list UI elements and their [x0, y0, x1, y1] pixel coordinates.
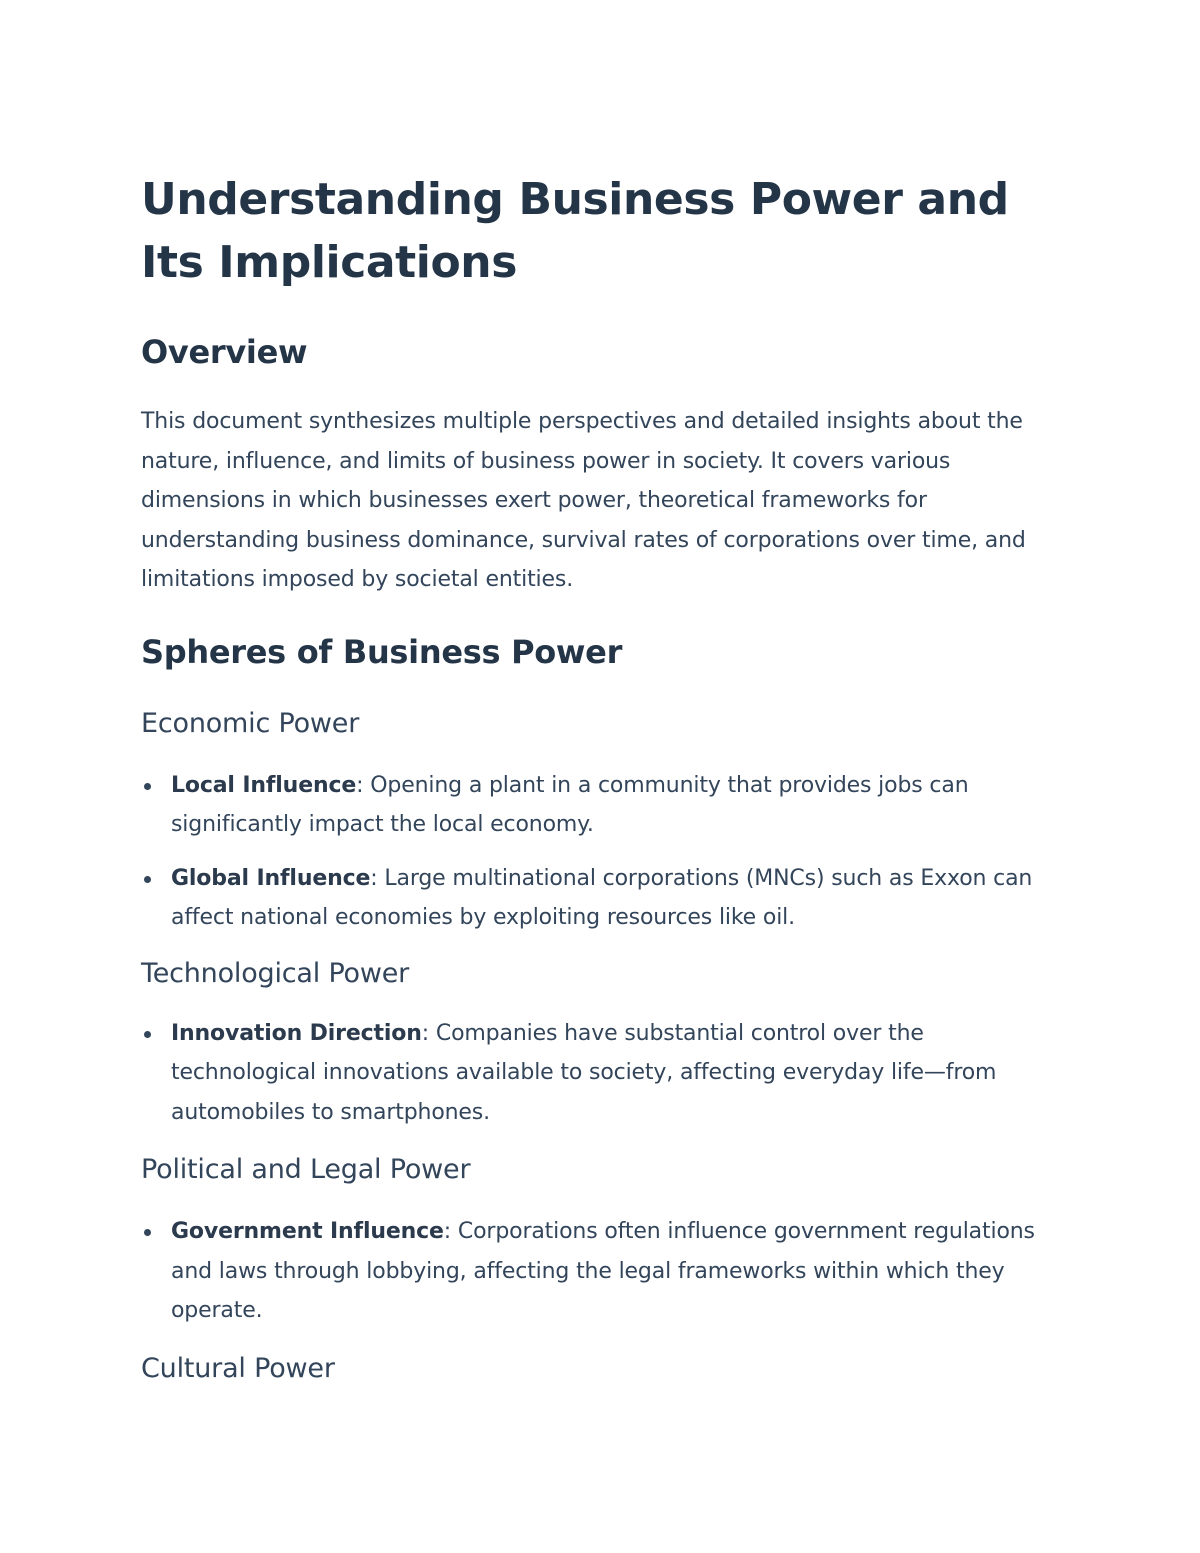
document-page: [141, 168, 1066, 1389]
list-item-term: Local Influence: [171, 772, 357, 798]
list-item: [141, 1212, 1066, 1331]
economic-power-list: [141, 766, 1066, 938]
document-title: Understanding Business Power and Its Implications: [141, 174, 1009, 288]
list-item-term: Global Influence: [171, 865, 371, 891]
list-item-term: Innovation Direction: [171, 1020, 422, 1046]
list-item-text: : Large multinational corporations (MNCs) such as Exxon can affect national economies by exploiting resources like oil.: [171, 865, 1033, 930]
list-item-text: : Corporations often influence government regulations and laws through lobbying, affecting the legal frameworks within which they operate.: [171, 1219, 1035, 1323]
list-item-text: : Companies have substantial control over the technological innovations available to society, affecting everyday life—from automobiles to smartphones.: [171, 1020, 997, 1125]
overview-heading: Overview: [141, 333, 308, 371]
spheres-heading: Spheres of Business Power: [141, 632, 623, 671]
economic-power-heading: Economic Power: [141, 707, 360, 739]
list-item: [141, 766, 1066, 845]
political-legal-power-list: [141, 1212, 1066, 1331]
list-item: [141, 859, 1066, 938]
list-item-term: Government Influence: [171, 1219, 444, 1244]
list-item-text: : Opening a plant in a community that provides jobs can significantly impact the local economy.: [171, 772, 969, 837]
technological-power-list: [141, 1014, 1066, 1133]
technological-power-heading: Technological Power: [141, 957, 410, 989]
overview-paragraph: This document synthesizes multiple perspectives and detailed insights about the nature, influence, and limits of business power in society. It covers various dimensions in which businesses exert power, theoretical frameworks for understanding business dominance, survival rates of corporations over time, and limitations imposed by societal entities.: [141, 409, 1026, 592]
cultural-power-heading: Cultural Power: [141, 1352, 335, 1384]
political-legal-power-heading: Political and Legal Power: [141, 1154, 471, 1185]
list-item: [141, 1014, 1066, 1133]
